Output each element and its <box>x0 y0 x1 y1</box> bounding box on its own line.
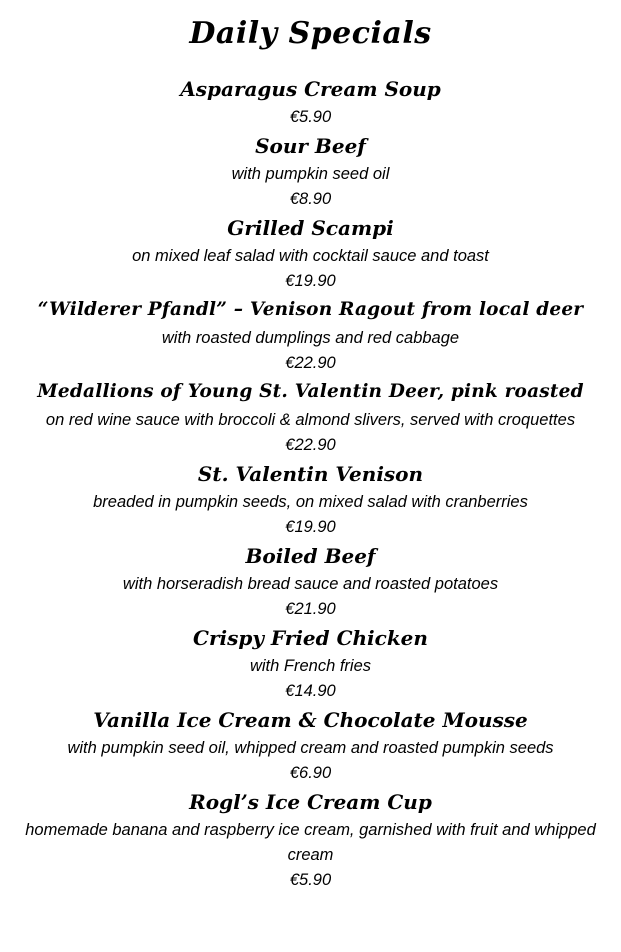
dish-price: €21.90 <box>285 600 336 618</box>
dish-description: with pumpkin seed oil, whipped cream and roasted pumpkin seeds <box>67 739 554 757</box>
menu-item <box>0 704 621 786</box>
dish-name: Sour Beef <box>255 134 366 158</box>
menu-item <box>0 130 621 212</box>
dish-name: Medallions of Young St. Valentin Deer, pink roasted <box>37 381 584 402</box>
dish-description: with horseradish bread sauce and roasted potatoes <box>122 575 499 593</box>
dish-description: on mixed leaf salad with cocktail sauce and toast <box>132 247 489 265</box>
dish-price: €22.90 <box>285 354 336 372</box>
dish-description: breaded in pumpkin seeds, on mixed salad with cranberries <box>93 493 528 511</box>
dish-name: St. Valentin Venison <box>197 462 424 486</box>
dish-price: €19.90 <box>285 518 336 536</box>
dish-name: Vanilla Ice Cream & Chocolate Mousse <box>93 708 528 732</box>
dish-name: Asparagus Cream Soup <box>180 77 441 101</box>
dish-price: €8.90 <box>289 190 332 208</box>
dish-price: €6.90 <box>289 764 332 782</box>
menu-item <box>0 294 621 376</box>
menu-item <box>0 622 621 704</box>
dish-price: €5.90 <box>289 871 332 889</box>
dish-name: Rogl’s Ice Cream Cup <box>189 790 432 814</box>
menu-item <box>0 786 621 893</box>
dish-price: €22.90 <box>285 436 336 454</box>
specials-list <box>0 73 621 893</box>
page-title: Daily Specials <box>189 16 432 51</box>
dish-name: Grilled Scampi <box>227 216 394 240</box>
menu-item <box>0 212 621 294</box>
dish-description: with pumpkin seed oil <box>231 165 390 183</box>
dish-name: “Wilderer Pfandl” – Venison Ragout from local deer <box>37 299 584 320</box>
dish-description: with French fries <box>249 657 372 675</box>
dish-price: €14.90 <box>285 682 336 700</box>
menu-item <box>0 376 621 458</box>
dish-price: €19.90 <box>285 272 336 290</box>
menu-item <box>0 540 621 622</box>
menu-item <box>0 458 621 540</box>
dish-name: Crispy Fried Chicken <box>193 626 428 650</box>
dish-name: Boiled Beef <box>245 544 376 568</box>
dish-description: homemade banana and raspberry ice cream, garnished with fruit and whipped cream <box>25 821 596 864</box>
dish-price: €5.90 <box>289 108 332 126</box>
menu-item <box>0 73 621 130</box>
dish-description: with roasted dumplings and red cabbage <box>161 329 460 347</box>
dish-description: on red wine sauce with broccoli & almond slivers, served with croquettes <box>45 411 576 429</box>
